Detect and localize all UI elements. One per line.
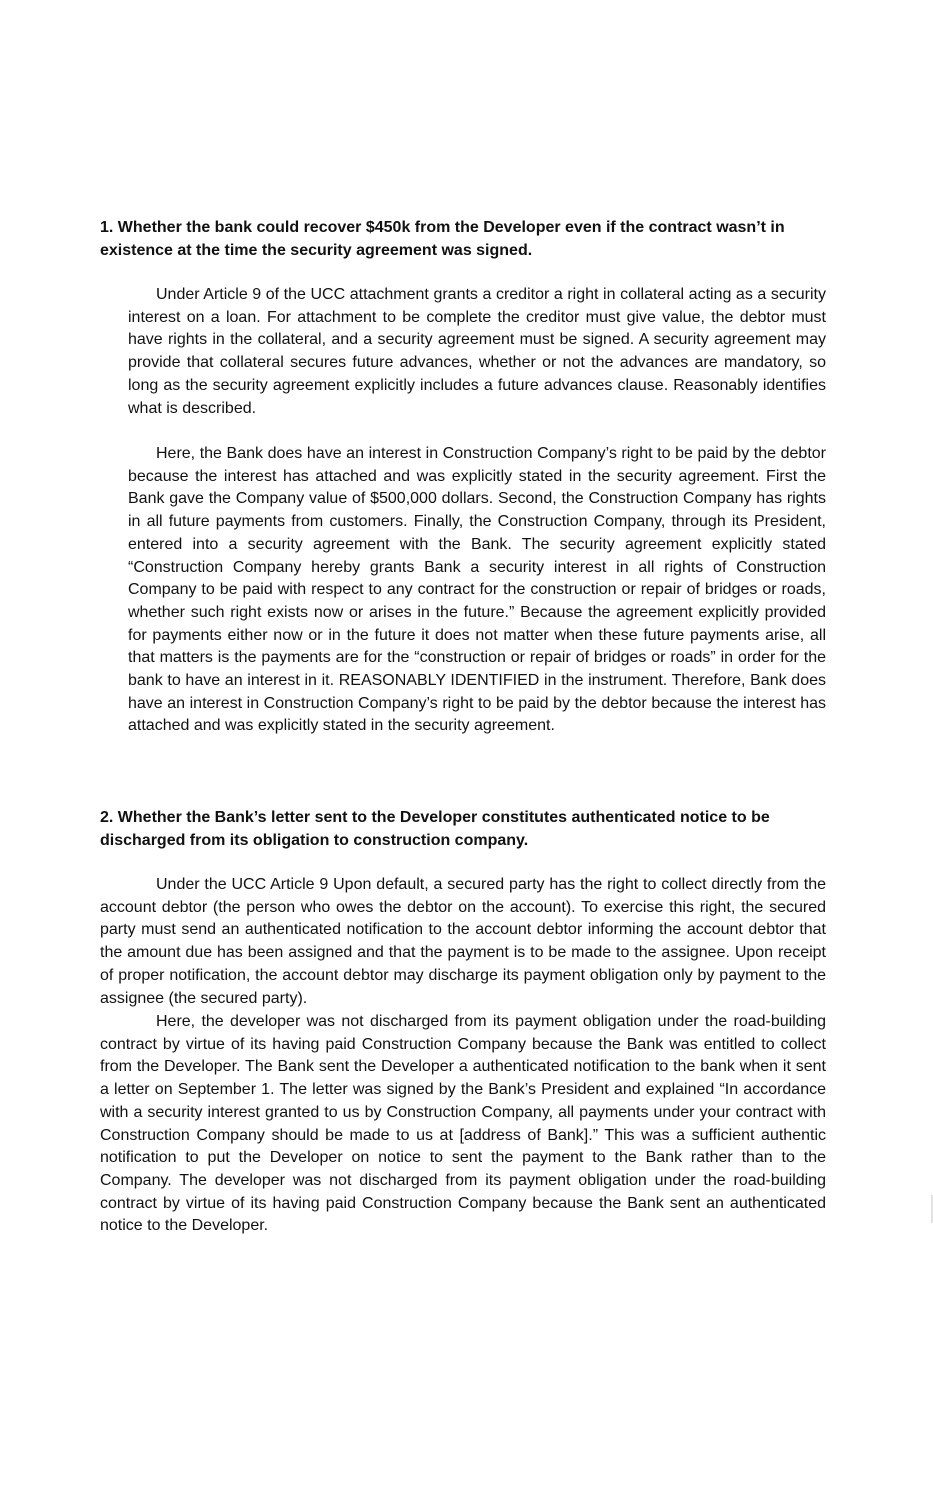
section-2-analysis-paragraph: Here, the developer was not discharged from its payment obligation under the road-building contract by virtue of its having paid Construction Company because the Bank was entitled to collect from the Developer. The Bank sent the Developer a authenticated notification to the bank when it sent a letter on September 1. The letter was signed by the Bank’s President and explained “In accordance with a security interest granted to us by Construction Company, all payments under your contract with Construction Company should be made to us at [address of Bank].” This was a sufficient authentic notification to put the Developer on notice to sent the payment to the Bank rather than to the Company. The developer was not discharged from its payment obligation under the road-building contract by virtue of its having paid Construction Company because the Bank sent an authenticated notice to the Developer.	[100, 1013, 826, 1235]
section-2-heading: 2. Whether the Bank’s letter sent to the Developer constitutes authenticated notice to be discharged from its obligation to construction company.	[100, 809, 770, 849]
section-1-analysis-paragraph: Here, the Bank does have an interest in Construction Company’s right to be paid by the debtor because the interest has attached and was explicitly stated in the security agreement. First the Bank gave the Company value of $500,000 dollars. Second, the Construction Company has rights in all future payments from customers. Finally, the Construction Company, through its President, entered into a security agreement with the Bank. The security agreement explicitly stated “Construction Company hereby grants Bank a security interest in all rights of Construction Company to be paid with respect to any contract for the construction or repair of bridges or roads, whether such right exists now or arises in the future.” Because the agreement explicitly provided for payments either now or in the future it does not matter when these future payments arise, all that matters is the payments are for the “construction or repair of bridges or roads” in order for the bank to have an interest in it. REASONABLY IDENTIFIED in the instrument. Therefore, Bank does have an interest in Construction Company’s right to be paid by the debtor because the interest has attached and was explicitly stated in the security agreement.	[128, 445, 826, 735]
section-2-rule-paragraph: Under the UCC Article 9 Upon default, a secured party has the right to collect directly from the account debtor (the person who owes the debtor on the account). To exercise this right, the secured party must send an authenticated notification to the account debtor informing the account debtor that the amount due has been assigned and that the payment is to be made to the assignee. Upon receipt of proper notification, the account debtor may discharge its payment obligation only by payment to the assignee (the secured party).	[100, 876, 826, 1007]
section-1-heading: 1. Whether the bank could recover $450k from the Developer even if the contract wasn’t in existence at the time the security agreement was signed.	[100, 219, 785, 259]
section-1-rule-paragraph: Under Article 9 of the UCC attachment grants a creditor a right in collateral acting as a security interest on a loan. For attachment to be complete the creditor must give value, the debtor must have rights in the collateral, and a security agreement must be signed. A security agreement may provide that collateral secures future advances, whether or not the advances are mandatory, so long as the security agreement explicitly includes a future advances clause. Reasonably identifies what is described.	[128, 286, 826, 417]
